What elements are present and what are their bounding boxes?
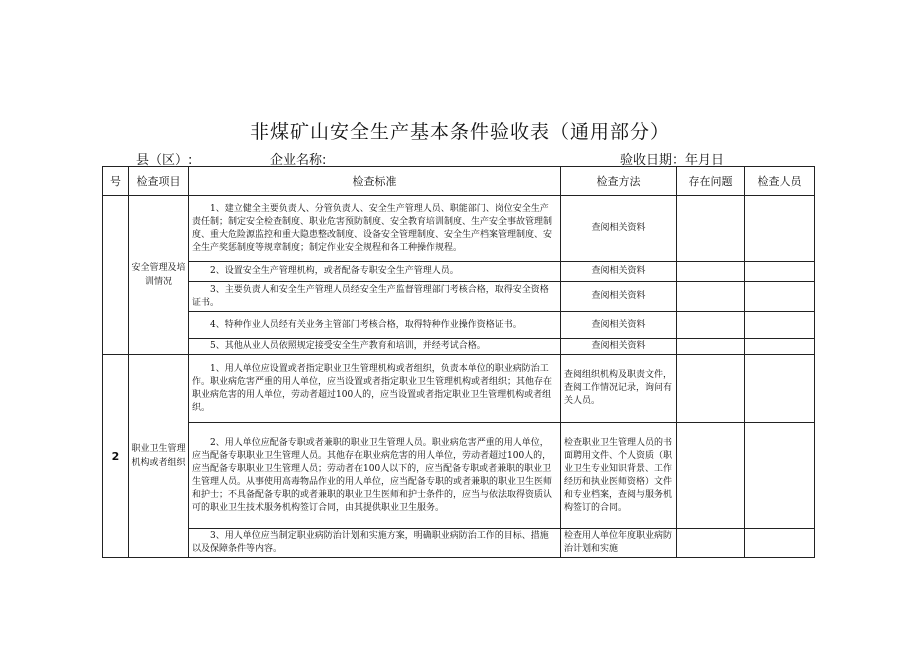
header-num: 号 xyxy=(103,167,129,196)
issues-cell[interactable] xyxy=(677,196,745,262)
issues-cell[interactable] xyxy=(677,262,745,282)
standard-cell: 3、用人单位应当制定职业病防治计划和实施方案，明确职业病防治工作的目标、措施以及保障条件等内容。 xyxy=(189,529,561,558)
table-row xyxy=(103,282,815,312)
inspection-table xyxy=(102,166,815,558)
standard-cell: 2、用人单位应配备专职或者兼职的职业卫生管理人员。职业病危害严重的用人单位，应当配备专职职业卫生管理人员。其他存在职业病危害的用人单位，劳动者超过100人的，应当配备专职职业卫生管理人员；劳动者在100人以下的，应当配备专职或者兼职的职业卫生管理人员。从事使用高毒物品作业的用人单位，应当配备专职的或者兼职的职业卫生医师和护士；不具备配备专职的或者兼职的职业卫生医师和护士条件的，应当与依法取得资质认可的职业卫生技术服务机构签订合同，由其提供职业卫生服务。 xyxy=(189,423,561,529)
table-row xyxy=(103,339,815,355)
section-item: 安全管理及培训情况 xyxy=(129,196,189,355)
table-row xyxy=(103,355,815,423)
inspector-cell[interactable] xyxy=(745,312,815,339)
table-header-row xyxy=(103,167,815,196)
county-label: 县（区）: xyxy=(136,153,193,168)
standard-cell: 2、设置安全生产管理机构，或者配备专职安全生产管理人员。 xyxy=(189,262,561,282)
table-row xyxy=(103,312,815,339)
standard-cell: 1、用人单位应设置或者指定职业卫生管理机构或者组织，负责本单位的职业病防治工作。职业病危害严重的用人单位，应当设置或者指定职业卫生管理机构或者组织；其他存在职业病危害的用人单位，劳动者超过100人的，应当设置或者指定职业卫生管理机构或者组织。 xyxy=(189,355,561,423)
method-cell: 查阅相关资料 xyxy=(561,196,677,262)
header-item: 检查项目 xyxy=(129,167,189,196)
method-cell: 查阅组织机构及职责文件，查阅工作情况记录，询问有关人员。 xyxy=(561,355,677,423)
header-method: 检查方法 xyxy=(561,167,677,196)
method-cell: 检查用人单位年度职业病防治计划和实施 xyxy=(561,529,677,558)
inspector-cell[interactable] xyxy=(745,355,815,423)
header-inspector: 检查人员 xyxy=(745,167,815,196)
method-cell: 检查职业卫生管理人员的书面聘用文件、个人资质（职业卫生专业知识背景、工作经历和执业医师资格）文件和专业档案，查阅与服务机构签订的合同。 xyxy=(561,423,677,529)
issues-cell[interactable] xyxy=(677,423,745,529)
standard-cell: 4、特种作业人员经有关业务主管部门考核合格，取得特种作业操作资格证书。 xyxy=(189,312,561,339)
section-item: 职业卫生管理机构或者组织 xyxy=(129,355,189,558)
standard-cell: 1、建立健全主要负责人、分管负责人、安全生产管理人员、职能部门、岗位安全生产责任制；制定安全检查制度、职业危害预防制度、安全教育培训制度、生产安全事故管理制度、重大危险源监控和重大隐患整改制度、设备安全管理制度、安全生产档案管理制度、安全生产奖惩制度等规章制度；制定作业安全规程和各工种操作规程。 xyxy=(189,196,561,262)
issues-cell[interactable] xyxy=(677,312,745,339)
company-label: 企业名称: xyxy=(270,153,327,168)
issues-cell[interactable] xyxy=(677,355,745,423)
table-row xyxy=(103,196,815,262)
header-issues: 存在问题 xyxy=(677,167,745,196)
method-cell: 查阅相关资料 xyxy=(561,262,677,282)
issues-cell[interactable] xyxy=(677,339,745,355)
section-number xyxy=(103,196,129,355)
inspector-cell[interactable] xyxy=(745,529,815,558)
inspector-cell[interactable] xyxy=(745,423,815,529)
table-row xyxy=(103,423,815,529)
table-row xyxy=(103,262,815,282)
inspector-cell[interactable] xyxy=(745,339,815,355)
inspector-cell[interactable] xyxy=(745,196,815,262)
method-cell: 查阅相关资料 xyxy=(561,339,677,355)
standard-cell: 5、其他从业人员依照规定接受安全生产教育和培训，并经考试合格。 xyxy=(189,339,561,355)
method-cell: 查阅相关资料 xyxy=(561,312,677,339)
issues-cell[interactable] xyxy=(677,282,745,312)
inspection-date-label: 验收日期：年月日 xyxy=(620,153,725,168)
method-cell: 查阅相关资料 xyxy=(561,282,677,312)
standard-cell: 3、主要负责人和安全生产管理人员经安全生产监督管理部门考核合格，取得安全资格证书。 xyxy=(189,282,561,312)
page-title: 非煤矿山安全生产基本条件验收表（通用部分） xyxy=(249,121,670,143)
section-number: 2 xyxy=(103,355,129,558)
inspector-cell[interactable] xyxy=(745,282,815,312)
issues-cell[interactable] xyxy=(677,529,745,558)
header-standard: 检查标准 xyxy=(189,167,561,196)
inspector-cell[interactable] xyxy=(745,262,815,282)
table-row xyxy=(103,529,815,558)
